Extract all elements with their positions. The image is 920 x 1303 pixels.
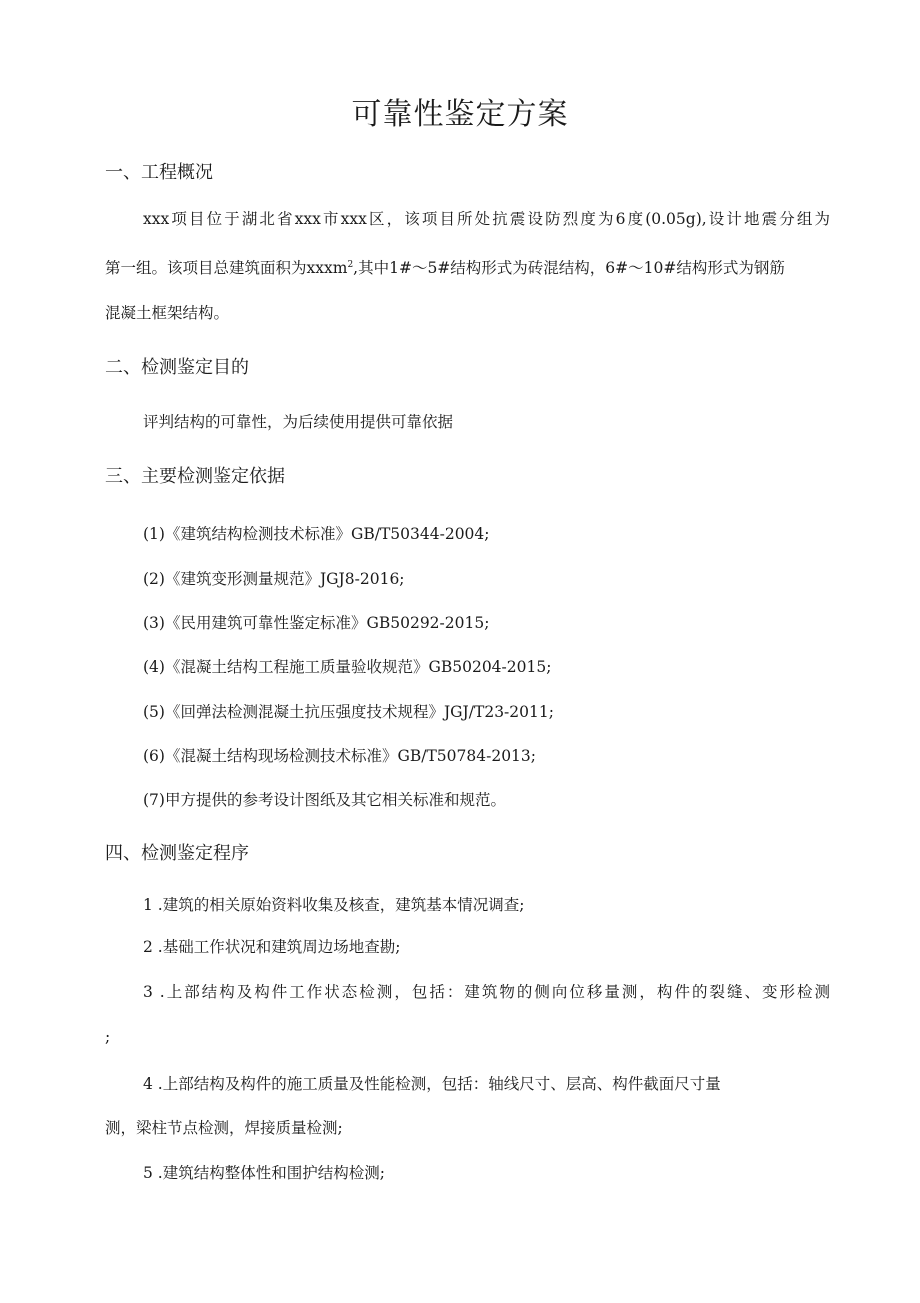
procedure-step-5: 5 .建筑结构整体性和围护结构检测; <box>143 1164 385 1182</box>
overview-line-2-after: ,其中1#～5#结构形式为砖混结构，6#～10#结构形式为钢筋 <box>353 259 785 277</box>
procedure-step-4-line-2: 测，梁柱节点检测，焊接质量检测; <box>105 1119 343 1137</box>
purpose-text: 评判结构的可靠性，为后续使用提供可靠依据 <box>143 413 454 431</box>
procedure-step-3-line-2: ; <box>105 1028 111 1046</box>
overview-line-2-sup: 2 <box>347 259 354 270</box>
procedure-step-3-line-1: 3 .上部结构及构件工作状态检测，包括：建筑物的侧向位移量测，构件的裂缝、变形检测 <box>143 983 830 1001</box>
basis-item-4: (4)《混凝土结构工程施工质量验收规范》GB50204-2015; <box>143 658 552 676</box>
overview-line-3: 混凝土框架结构。 <box>105 304 230 322</box>
overview-line-1: xxx项目位于湖北省xxx市xxx区，该项目所处抗震设防烈度为6度(0.05g),设计地震分组为 <box>143 210 830 228</box>
procedure-step-4-line-1: 4 .上部结构及构件的施工质量及性能检测，包括：轴线尺寸、层高、构件截面尺寸量 <box>143 1075 721 1093</box>
basis-item-2: (2)《建筑变形测量规范》JGJ8-2016; <box>143 570 405 588</box>
procedure-step-1: 1 .建筑的相关原始资料收集及核查，建筑基本情况调查; <box>143 896 525 914</box>
page-title: 可靠性鉴定方案 <box>351 97 569 132</box>
section-heading-procedure: 四、检测鉴定程序 <box>105 843 249 864</box>
basis-item-1: (1)《建筑结构检测技术标准》GB/T50344-2004; <box>143 525 490 543</box>
section-heading-basis: 三、主要检测鉴定依据 <box>105 466 285 487</box>
basis-item-7: (7)甲方提供的参考设计图纸及其它相关标准和规范。 <box>143 791 506 809</box>
basis-item-6: (6)《混凝土结构现场检测技术标准》GB/T50784-2013; <box>143 747 537 765</box>
section-heading-overview: 一、工程概况 <box>105 162 213 183</box>
overview-line-2-before: 第一组。该项目总建筑面积为xxxm <box>105 259 348 277</box>
basis-item-5: (5)《回弹法检测混凝土抗压强度技术规程》JGJ/T23-2011; <box>143 703 554 721</box>
basis-item-3: (3)《民用建筑可靠性鉴定标准》GB50292-2015; <box>143 614 490 632</box>
section-heading-purpose: 二、检测鉴定目的 <box>105 357 249 378</box>
procedure-step-2: 2 .基础工作状况和建筑周边场地查勘; <box>143 938 401 956</box>
overview-line-2 <box>105 256 785 280</box>
